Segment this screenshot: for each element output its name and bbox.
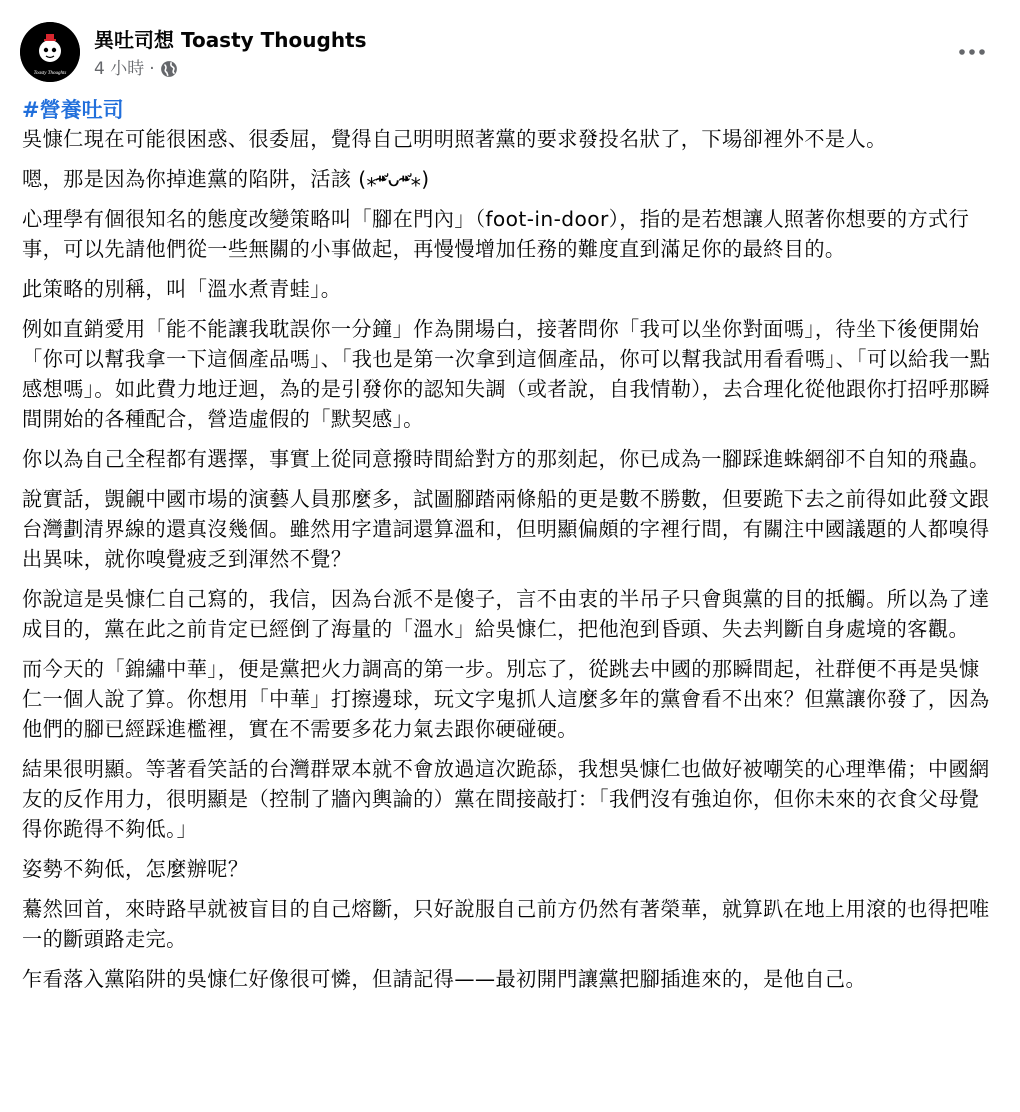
globe-icon[interactable]	[160, 60, 178, 78]
ellipsis-icon	[958, 48, 986, 56]
post-paragraph: 吳慷仁現在可能很困惑、很委屈，覺得自己明明照著黨的要求發投名狀了，下場卻裡外不是人。	[22, 127, 887, 151]
post-timestamp[interactable]: 4 小時	[94, 59, 145, 79]
post-paragraph: 結果很明顯。等著看笑話的台灣群眾本就不會放過這次跪舔，我想吳慷仁也做好被嘲笑的心理準備；中國網友的反作用力，很明顯是（控制了牆內輿論的）黨在間接敲打：「我們沒有強迫你，但你未來的衣食父母覺得你跪得不夠低。」	[22, 757, 990, 841]
post-header	[20, 22, 1000, 84]
post-paragraph: 乍看落入黨陷阱的吳慷仁好像很可憐，但請記得——最初開門讓黨把腳插進來的，是他自己。	[22, 967, 867, 991]
post-paragraph: 而今天的「錦繡中華」，便是黨把火力調高的第一步。別忘了，從跳去中國的那瞬間起，社群便不再是吳慷仁一個人說了算。你想用「中華」打擦邊球，玩文字鬼抓人這麼多年的黨會看不出來？但黨讓你發了，因為他們的腳已經踩進檻裡，實在不需要多花力氣去跟你硬碰硬。	[22, 657, 990, 741]
post-paragraph: 心理學有個很知名的態度改變策略叫「腳在門內」（foot-in-door），指的是若想讓人照著你想要的方式行事，可以先請他們從一些無關的小事做起，再慢慢增加任務的難度直到滿足你的最終目的。	[22, 207, 970, 261]
hashtag-link[interactable]: #營養吐司	[22, 98, 124, 122]
page-avatar[interactable]	[20, 22, 80, 82]
post-paragraph: 驀然回首，來時路早就被盲目的自己熔斷，只好說服自己前方仍然有著榮華，就算趴在地上用滾的也得把唯一的斷頭路走完。	[22, 897, 990, 951]
post-paragraph: 你以為自己全程都有選擇，事實上從同意撥時間給對方的那刻起，你已成為一腳踩進蛛網卻不自知的飛蟲。	[22, 447, 990, 471]
svg-text:Toasty Thoughts: Toasty Thoughts	[33, 71, 67, 76]
page-name-link[interactable]: 異吐司想 Toasty Thoughts	[94, 28, 367, 52]
meta-separator: ·	[149, 59, 155, 79]
post-paragraph: 此策略的別稱，叫「溫水煮青蛙」。	[22, 277, 342, 301]
post-meta	[94, 57, 178, 81]
post-paragraph: 姿勢不夠低，怎麼辦呢？	[22, 857, 249, 881]
post-paragraph: 例如直銷愛用「能不能讓我耽誤你一分鐘」作為開場白，接著問你「我可以坐你對面嗎」，待坐下後便開始「你可以幫我拿一下這個產品嗎」、「我也是第一次拿到這個產品，你可以幫我試用看看嗎」、「可以給我一點感想嗎」。如此費力地迂迴，為的是引發你的認知失調（或者說，自我情勒），去合理化從他跟你打招呼那瞬間開始的各種配合，營造虛假的「默契感」。	[22, 317, 991, 431]
post-body	[22, 96, 994, 994]
post-paragraph: 你說這是吳慷仁自己寫的，我信，因為台派不是傻子，言不由衷的半吊子只會與黨的目的抵觸。所以為了達成目的，黨在此之前肯定已經倒了海量的「溫水」給吳慷仁，把他泡到昏頭、失去判斷自身處境的客觀。	[22, 587, 990, 641]
more-options-button[interactable]	[952, 36, 992, 68]
post-paragraph: 嗯，那是因為你掉進黨的陷阱，活該 (⁎⁍̴̛ᴗ⁍̴̛⁎)	[22, 167, 430, 191]
toast-logo-icon	[20, 22, 80, 82]
post-paragraph: 說實話，覬覦中國市場的演藝人員那麼多，試圖腳踏兩條船的更是數不勝數，但要跪下去之前得如此發文跟台灣劃清界線的還真沒幾個。雖然用字遣詞還算溫和，但明顯偏頗的字裡行間，有關注中國議題的人都嗅得出異味，就你嗅覺疲乏到渾然不覺？	[22, 487, 990, 571]
